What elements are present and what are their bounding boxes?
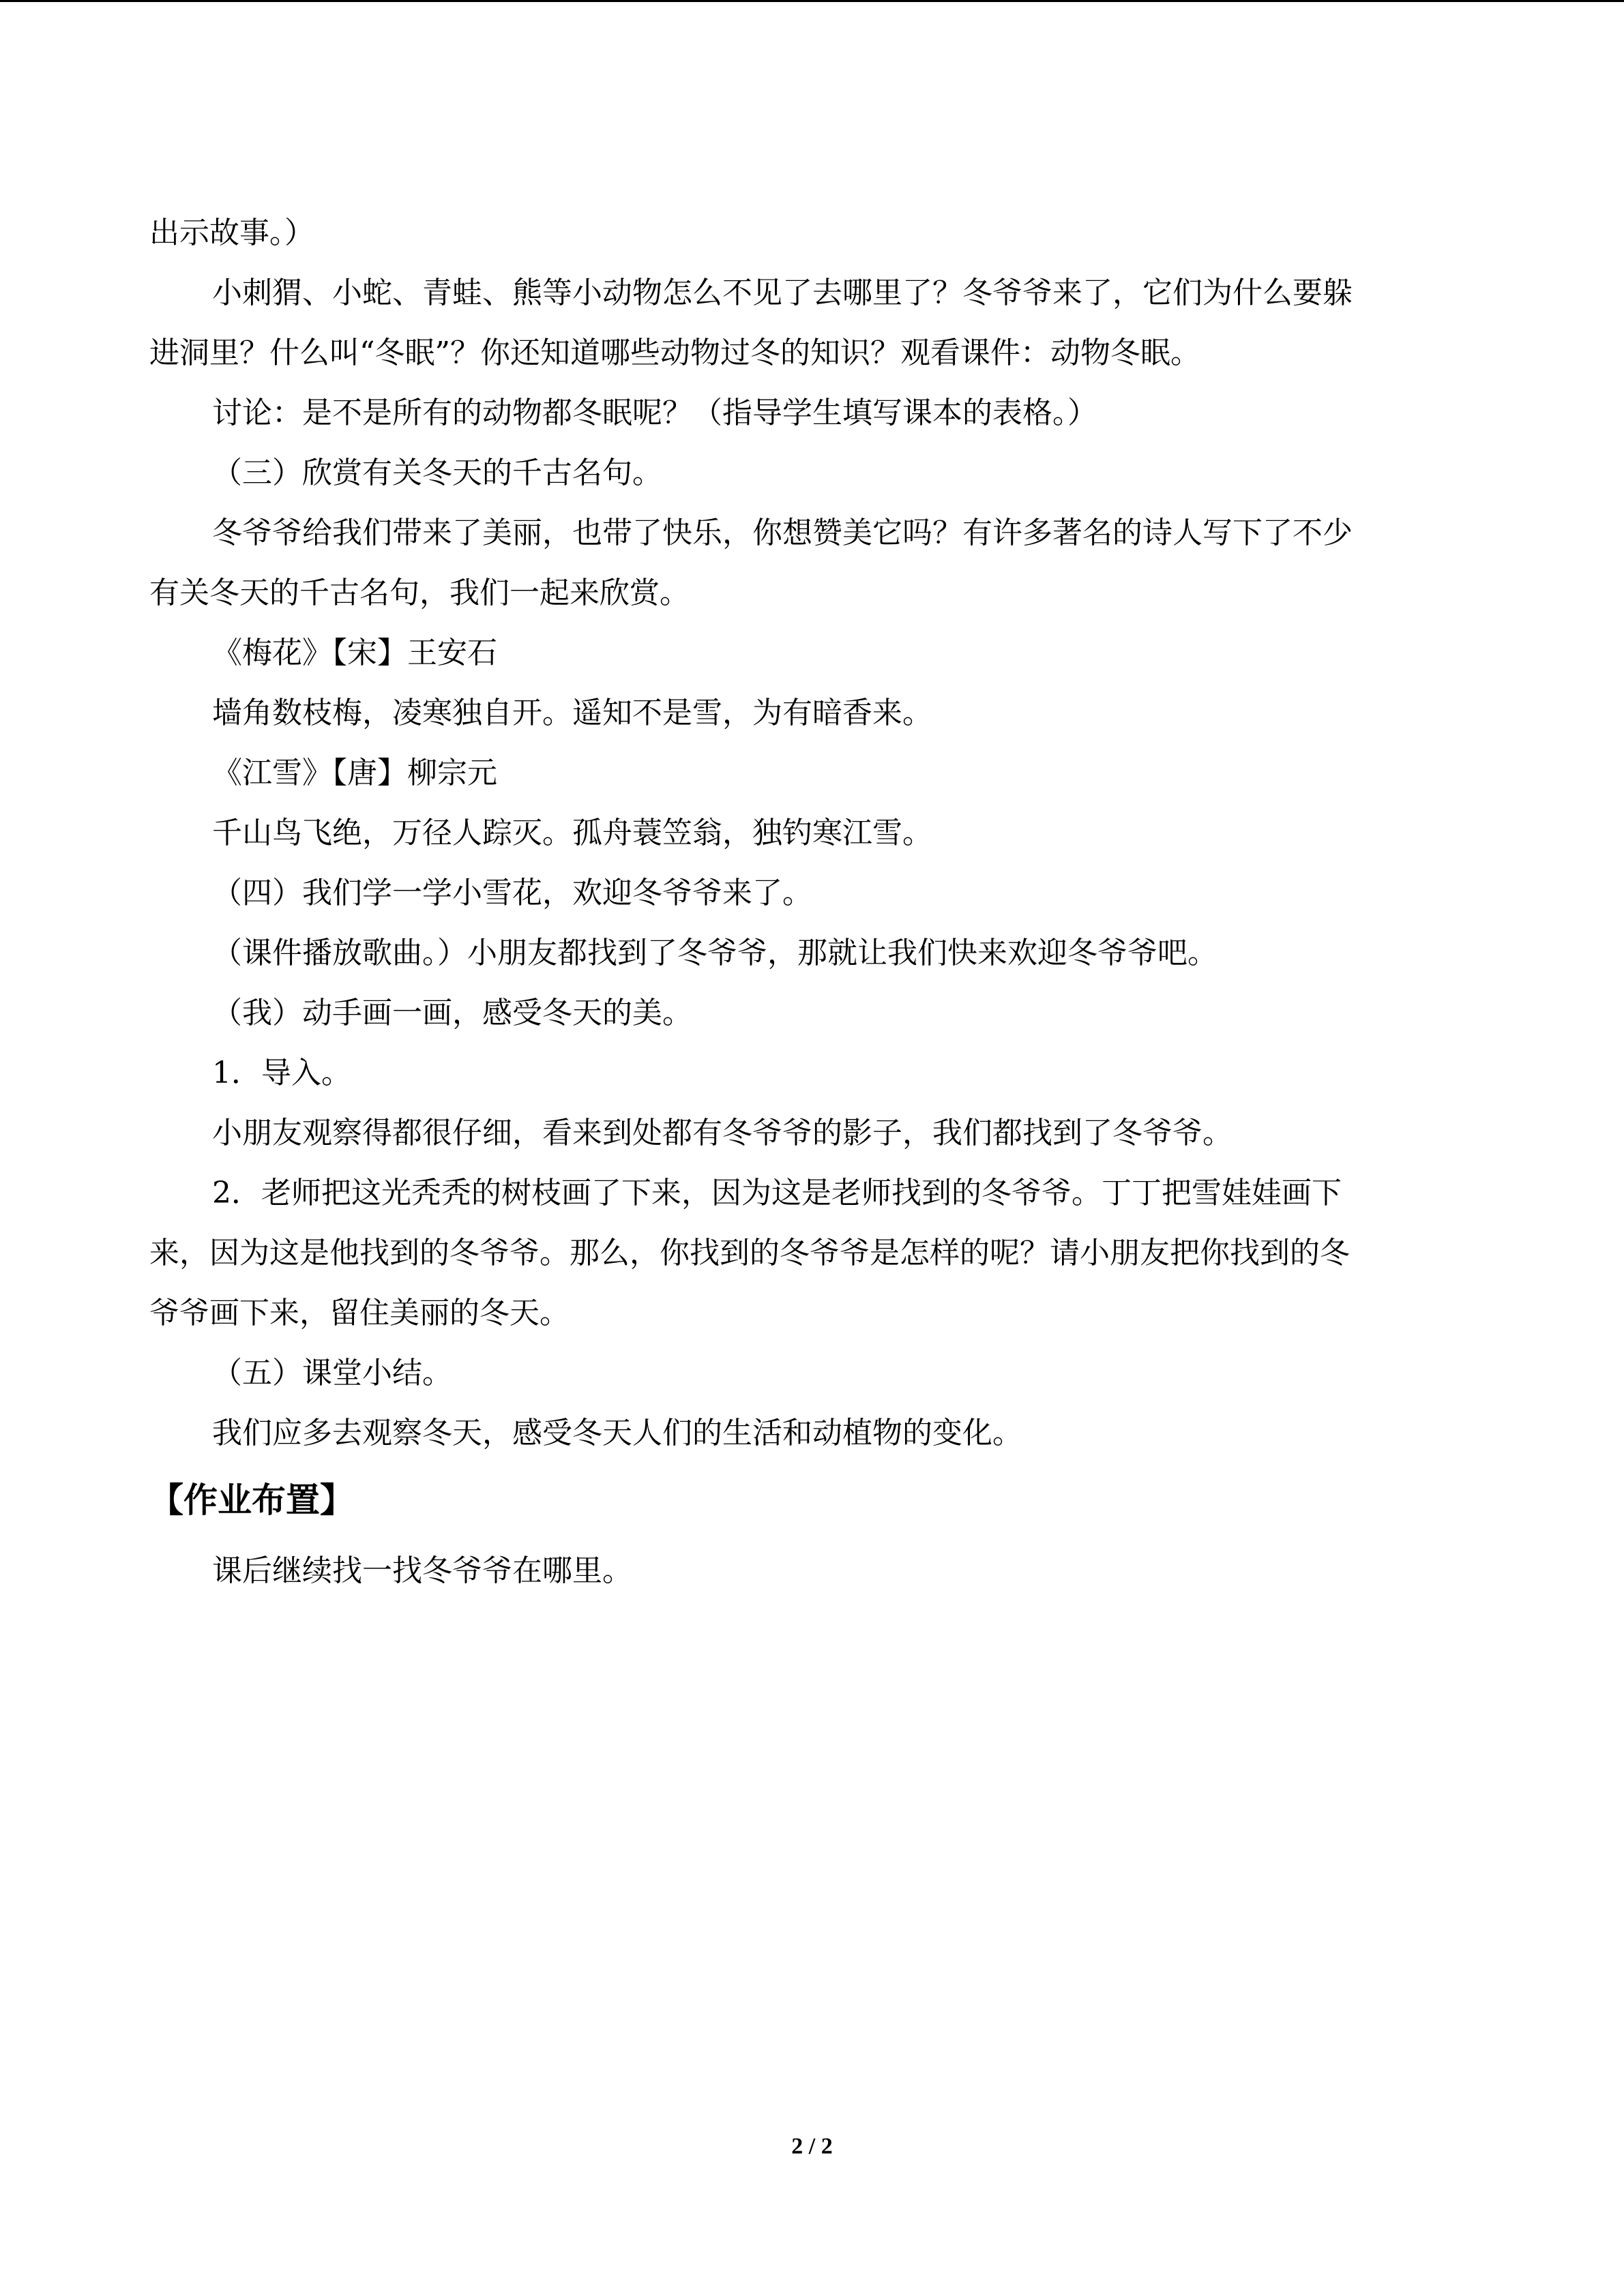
poem-title-plum: 《梅花》【宋】王安石	[212, 636, 497, 670]
paragraph-discussion: 讨论：是不是所有的动物都冬眠呢？（指导学生填写课本的表格。）	[212, 396, 1097, 430]
list-item-teacher-drawing: 2．老师把这光秃秃的树枝画了下来，因为这是老师找到的冬爷爷。丁丁把雪娃娃画下	[212, 1176, 1342, 1210]
subheading-drawing: （我）动手画一画，感受冬天的美。	[212, 996, 692, 1030]
list-item-teacher-drawing-cont: 来，因为这是他找到的冬爷爷。那么，你找到的冬爷爷是怎样的呢？请小朋友把你找到的冬	[149, 1236, 1350, 1270]
homework-text: 课后继续找一找冬爷爷在哪里。	[212, 1553, 632, 1588]
paragraph-appreciate-cont: 有关冬天的千古名句，我们一起来欣赏。	[149, 576, 690, 610]
subheading-section-five: （五）课堂小结。	[212, 1356, 452, 1390]
list-item-intro: 1．导入。	[212, 1056, 351, 1090]
document-body	[149, 203, 1459, 1601]
paragraph-appreciate: 冬爷爷给我们带来了美丽，也带了快乐，你想赞美它吗？有许多著名的诗人写下了不少	[212, 516, 1353, 550]
paragraph-animals-question: 小刺猬、小蛇、青蛙、熊等小动物怎么不见了去哪里了？冬爷爷来了，它们为什么要躲	[212, 275, 1353, 310]
list-item-teacher-drawing-end: 爷爷画下来，留住美丽的冬天。	[149, 1296, 570, 1330]
poem-text-plum: 墙角数枝梅，凌寒独自开。遥知不是雪，为有暗香来。	[212, 696, 932, 730]
paragraph-animals-question-cont: 进洞里？什么叫“冬眠”？你还知道哪些动物过冬的知识？观看课件：动物冬眠。	[149, 336, 1200, 370]
subheading-section-four: （四）我们学一学小雪花，欢迎冬爷爷来了。	[212, 876, 812, 910]
paragraph-observation: 小朋友观察得都很仔细，看来到处都有冬爷爷的影子，我们都找到了冬爷爷。	[212, 1116, 1232, 1150]
subheading-section-three: （三）欣赏有关冬天的千古名句。	[212, 456, 662, 490]
poem-text-river-snow: 千山鸟飞绝，万径人踪灭。孤舟蓑笠翁，独钓寒江雪。	[212, 816, 932, 850]
homework-heading: 【作业布置】	[149, 1480, 354, 1520]
top-border-line	[0, 0, 1624, 2]
paragraph-summary: 我们应多去观察冬天，感受冬天人们的生活和动植物的变化。	[212, 1416, 1022, 1450]
text-line-continuation: 出示故事。）	[149, 215, 314, 250]
page-number: 2 / 2	[791, 2134, 833, 2159]
poem-title-river-snow: 《江雪》【唐】柳宗元	[212, 756, 497, 790]
paragraph-song: （课件播放歌曲。）小朋友都找到了冬爷爷，那就让我们快来欢迎冬爷爷吧。	[212, 936, 1217, 970]
